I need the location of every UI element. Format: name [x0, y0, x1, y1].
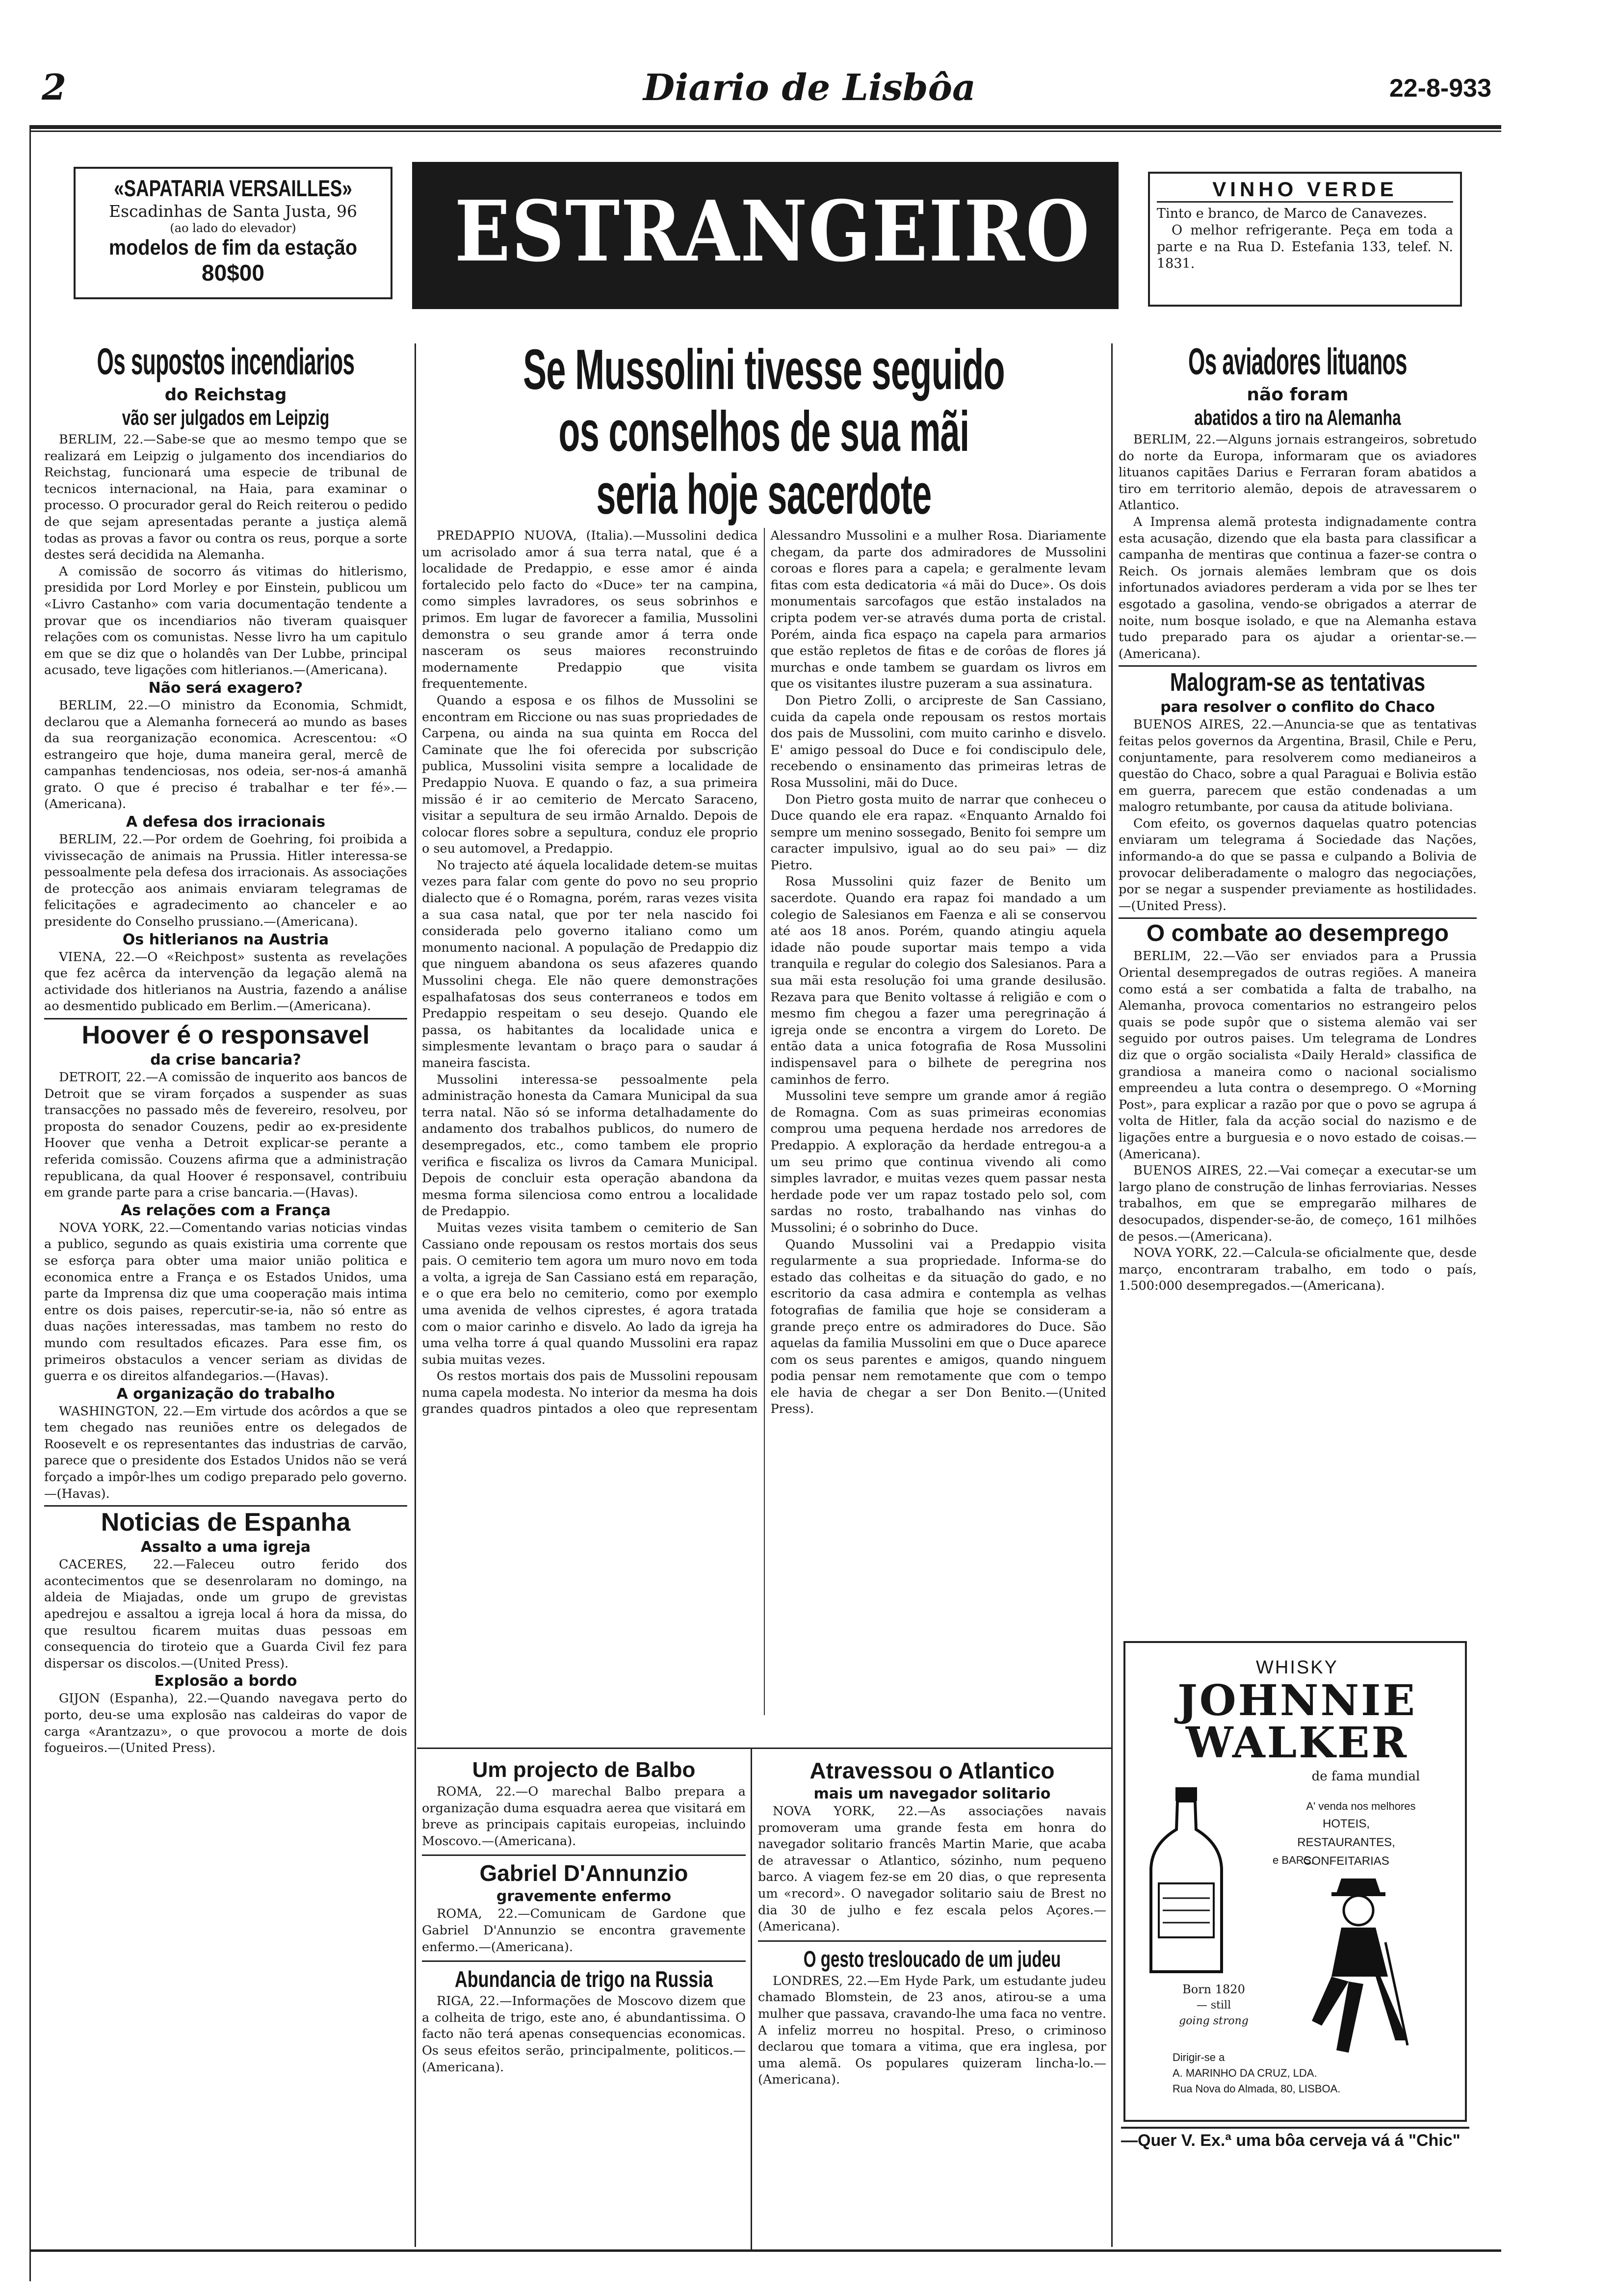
column-rule-2: [1111, 343, 1113, 2247]
mussolini-paragraph: Rosa Mussolini quiz fazer de Benito um sacerdote. Quando era rapaz foi mandado a um colegio de Salesianos em Faenza e ali se conservou até aos 18 anos. Porém, quando atingiu aquela idade não poude suportar mais tempo a vida tranquila e regular do colegio dos Salesianos. Para a sua mãi esta resolução foi uma grande desilusão. Rezava para que Benito voltasse á religião e com o mesmo fim chegou a fazer uma peregrinação á igreja onde se encontra a virgem do Loreto. De então data a unica fotografia de Rosa Mussolini indispensavel para o bilhete de peregrina nos caminhos de ferro.: [770, 874, 1106, 1087]
atlantico-headline: Atravessou o Atlantico: [809, 1758, 1055, 1783]
vinho-title: VINHO VERDE: [1157, 178, 1453, 203]
judeu-text: LONDRES, 22.—Em Hyde Park, um estudante judeu chamado Blomstein, de 23 anos, atirou-se a uma mulher que passava, cravando-lhe uma faca no ventre. A infeliz morreu no hospital. Preso, o criminoso declarou que tomara a vitima, que era inglesa, por uma alemã. Os populares quizeram lincha-lo.—(Americana).: [758, 1973, 1106, 2087]
exagero-title: Não será exagero?: [148, 679, 303, 697]
sapataria-tagline: modelos de fim da estação: [108, 235, 358, 260]
masthead: [0, 0, 1617, 123]
mussolini-headline-2: os conselhos de sua mãi: [558, 399, 969, 463]
vinho-line1: Tinto e branco, de Marco de Canavezes.: [1157, 206, 1427, 221]
trabalho-text: WASHINGTON, 22.—Em virtude dos acôrdos a que se tem chegado nas reuniões entre os delegados de Roosevelt e os representantes das industrias de carvão, parece que o presidente dos Estados Unidos não se verá forçado a impôr-lhes um codigo preparado pelo governo.—(Havas).: [44, 1404, 407, 1501]
mussolini-paragraph: Mussolini interessa-se pessoalmente pela administração honesta da Camara Municipal da sua terra natal. Não só se informa detalhadamente do andamento dos trabalhos publicos, do numero de desempregados, etc., como tambem ele proprio verifica e fiscaliza os livros da Camara Municipal. Depois de concluir esta operação abandona da mesma forma silenciosa como entrou a localidade de Predappio.: [422, 1072, 758, 1219]
dannunzio-text: ROMA, 22.—Comunicam de Gardone que Gabriel D'Annunzio se encontra gravemente enfermo.—(Americana).: [422, 1906, 746, 1955]
dannunzio-subhead: gravemente enfermo: [496, 1888, 672, 1905]
sapataria-price: 80$00: [202, 260, 264, 286]
desemprego-headline: O combate ao desemprego: [1146, 920, 1449, 947]
whisky-sale-2: HOTEIS, RESTAURANTES, CONFEITARIAS: [1297, 1817, 1395, 1868]
hoover-p1: DETROIT, 22.—A comissão de inquerito aos bancos de Detroit que se viram forçados a suspender as suas transacções no passado mês de fevereiro, resolveu, por proposta do senador Couzens, pedir ao ex-presidente Hoover que venha a Detroit explicar-se perante a referida comissão. Couzens afirma que a administração republicana, da qual Hoover é responsavel, contribuiu em grande parte para a crise bancaria.—(Havas).: [44, 1070, 407, 1200]
mussolini-paragraph: Don Pietro Zolli, o arcipreste de San Cassiano, cuida da capela onde repousam os restos mortais dos pais de Mussolini, com muito carinho e disvelo. E' amigo pessoal do Duce e foi condiscipulo dele, recebendo o ensinamento das primeiras letras de Rosa Mussolini, mãi do Duce.: [770, 693, 1106, 790]
desemprego-p1: BERLIM, 22.—Vão ser enviados para a Prussia Oriental desempregados de outras regiões. A maneira como está a ser combatida a falta de trabalho, na Alemanha, provoca comentarios no estrangeiro pelos quais se pode supôr que o sistema alemão vai ser seguido por outros paises. Um telegrama de Londres diz que o orgão socialista «Daily Herald» classifica de grandiosa a maneira como o nacional socialismo empreendeu a luta contra o desemprego. O «Morning Post», para explicar a razão por que o povo se agrupa á volta de Hitler, fala da acção social do nazismo e de ligações entre a burguesia e o novo estado de coisas.—(Americana).: [1119, 949, 1477, 1162]
russia-text: RIGA, 22.—Informações de Moscovo dizem que a colheita de trigo, este ano, é abundantissima. O facto não terá apenas consequencias economicas. Os seus efeitos serão, principalmente, politicos.—(Americana).: [422, 1994, 746, 2075]
incendiarios-subhead-2: vão ser julgados em Leipzig: [122, 406, 330, 430]
whisky-fame: de fama mundial: [1311, 1769, 1420, 1784]
chaco-p1: BUENOS AIRES, 22.—Anuncia-se que as tentativas feitas pelos governos da Argentina, Brasil, Chile e Peru, conjuntamente, para resolverem como medianeiros a questão do Chaco, sobre a qual Paraguai e Bolivia estão em guerra, parecem que estão condenadas a um malogro retumbante, por causa da atitude boliviana.: [1119, 717, 1477, 815]
sapataria-address: Escadinhas de Santa Justa, 96: [109, 202, 357, 221]
trabalho-title: A organização do trabalho: [116, 1385, 335, 1403]
masthead-rule: [29, 125, 1501, 129]
mussolini-body: [422, 528, 1106, 1715]
sapataria-ad: [74, 167, 392, 299]
left-border: [29, 125, 31, 2281]
exagero-text: BERLIM, 22.—O ministro da Economia, Schmidt, declarou que a Alemanha fornecerá ao mundo as bases da sua reorganização economica. Acrescentou: «O estrangeiro que hoje, duma maneira geral, mercê de campanhas tendenciosas, nos odeia, ser-nos-á amanhã grato. O que é preciso é trabalhar e ter fé».—(Americana).: [44, 698, 407, 812]
defesa-title: A defesa dos irracionais: [126, 813, 326, 831]
whisky-ad: [1123, 1641, 1467, 2122]
mussolini-paragraph: PREDAPPIO NUOVA, (Italia).—Mussolini dedica um acrisolado amor á sua terra natal, que é a localidade de Predappio, e esse amor é ainda fortalecido pelo facto do «Duce» ter na campina, como simples lavradores, os seus sobrinhos e primos. Em lugar de favorecer a familia, Mussolini demonstra o seu grande amor á terra onde nasceram os seus maiores reconstruindo modernamente Predappio que visita frequentemente.: [422, 528, 758, 692]
whisky-sale-3: e BARS.: [1273, 1854, 1314, 1866]
incendiarios-subhead-1: do Reichstag: [164, 385, 287, 405]
desemprego-p2: BUENOS AIRES, 22.—Vai começar a executar-se um largo plano de construção de linhas ferroviarias. Nesses trabalhos, em que se empregarão milhares de desocupados, dispender-se-ão, de começo, 161 milhões de pesos.—(Americana).: [1119, 1163, 1477, 1244]
judeu-headline: O gesto tresloucado de um judeu: [803, 1946, 1061, 1972]
hoover-subhead: da crise bancaria?: [150, 1051, 301, 1069]
austria-title: Os hitlerianos na Austria: [122, 931, 329, 948]
whisky-bottle-icon: [1137, 1785, 1235, 1977]
lituanos-subhead-2: abatidos a tiro na Alemanha: [1194, 406, 1401, 430]
column-rule-3: [751, 1749, 752, 2249]
column-rule-1: [415, 343, 416, 2247]
whisky-brand-2: WALKER: [1185, 1718, 1409, 1768]
whisky-company: A. MARINHO DA CRUZ, LDA.: [1173, 2067, 1317, 2079]
franca-title: As relações com a França: [120, 1201, 331, 1219]
lituanos-p1: BERLIM, 22.—Alguns jornais estrangeiros, sobretudo do norte da Europa, informaram que os aviadores lituanos capitães Darius e Ferraran foram abatidos a tiro em territorio alemão, depois de atravessarem o Atlantico.: [1119, 432, 1477, 513]
mussolini-paragraph: Os restos mortais dos pais de Mussolini repousam numa capela modesta. No interior da mesma ha dois grandes quadros pintados a oleo que representam Alessandro Mussolini e a mulher Rosa. Diariamente chegam, da parte dos admiradores de Mussolini coroas e flores para a capela; e geralmente levam fitas com esta dedicatoria «á mãi do Duce». Os dois monumentais sarcofagos que estão instalados na cripta podem ver-se através duma porta de cristal. Porém, ainda fica espaço na capela para armarios que estão repletos de fitas e de corôas de flores já murchas e onde tambem se guardam os livros em que os visitantes ilustre puzeram a sua assinatura.: [422, 528, 1106, 1417]
mussolini-paragraph: Quando Mussolini vai a Predappio visita regularmente a sua propriedade. Informa-se do estado das colheitas e da situação do gado, e no escritorio da casa admira e contempla as velhas fotografias de familia que hoje se consideram a grande preço entre os admiradores do Duce. São aquelas da familia Mussolini em que o Duce aparece com os seus parentes e amigos, quando ninguem podia pensar nem remotamente que com o tempo ele havia de chegar a ser Don Benito.—(United Press).: [770, 1237, 1106, 1417]
defesa-text: BERLIM, 22.—Por ordem de Goehring, foi proibida a vivissecação de animais na Prussia. Hitler interessa-se pessoalmente pela defesa dos irracionais. As associações de protecção aos animais enviaram telegramas de felicitações e agradecimento ao chanceler e ao presidente do Conselho prussiano.—(Americana).: [44, 832, 407, 930]
whisky-going: going strong: [1179, 2015, 1249, 2027]
mussolini-paragraph: Don Pietro gosta muito de narrar que conheceu o Duce quando ele era rapaz. «Enquanto Arnaldo foi sempre um menino sossegado, Benito foi sempre um caracter impulsivo, igual ao do seu pai» — diz Pietro.: [770, 792, 1106, 873]
whisky-still: — still: [1196, 1999, 1231, 2011]
center-right-bottom: [758, 1756, 1106, 2247]
chaco-subhead: para resolver o conflito do Chaco: [1160, 699, 1435, 716]
mussolini-paragraph: Quando a esposa e os filhos de Mussolini se encontram em Riccione ou nas suas propriedades de Carpena, ou ainda na sua quinta em Rocca del Caminate que lhe foi oferecida por subscrição publica, Mussolini visita sempre a localidade de Predappio Nuova. E quando o faz, a sua primeira missão é ir ao cemiterio de Mercato Saraceno, visitar a sepultura de seu irmão Arnaldo. Depois de colocar flores sobre a sepultura, conduz ele proprio o seu automovel, a Predappio.: [422, 693, 758, 857]
mussolini-paragraph: Mussolini teve sempre um grande amor á região de Romagna. Com as suas primeiras economias comprou uma pequena herdade nos arredores de Predappio. A exploração da herdade entregou-a a um seu primo que continua vivendo ali como simples lavrador, e muitas vezes quem passar nesta herdade pode ver um rapaz tostado pelo sol, com sardas no rosto, trabalhando nas vinhas do Mussolini; é o sobrinho do Duce.: [770, 1089, 1106, 1235]
left-column: [44, 339, 407, 2252]
chaco-p2: Com efeito, os governos daquelas quatro potencias enviaram um telegrama á Sociedade das Nações, informando-a do que se passa e culpando a Bolivia de provocar deliberadamente o malogro das negociações, por se negar a suspender previamente as hostilidades.—(United Press).: [1119, 816, 1477, 913]
whisky-address: Rua Nova do Almada, 80, LISBOA.: [1173, 2083, 1341, 2095]
lituanos-p2: A Imprensa alemã protesta indignadamente contra esta acusação, dizendo que ela basta para classificar a campanha de mentiras que continua a fazer-se contra o Reich. Os jornais alemães lembram que os dois infortunados aviadores perderam a vida por se lhes ter esgotado a gasolina, vendo-se obrigados a aterrar de noite, num bosque isolado, e que na Alemanha estava tudo preparado para os ajudar a orientar-se.—(Americana).: [1119, 514, 1477, 661]
issue-date: 22-8-933: [1389, 74, 1491, 103]
vinho-line2: O melhor refrigerante. Peça em toda a parte e na Rua D. Estefania 133, telef. N. 1831.: [1157, 223, 1453, 271]
franca-text: NOVA YORK, 22.—Comentando varias noticias vindas a publico, segundo as quais existiria uma corrente que se esforça para obter uma maior união politica e economica entre a França e os Estados Unidos, uma parte da Imprensa diz que uma cooperação mais intima entre os dois paises, repercutir-se-ia, não só entre as duas nações interessadas, mas tambem no resto do mundo com resultados eficazes. Para esse fim, os primeiros obstaculos a vencer seriam as dividas de guerra e os direitos alfandegarios.—(Havas).: [44, 1220, 407, 1384]
espanha-sub2: Explosão a bordo: [154, 1672, 297, 1690]
page-number: 2: [42, 66, 67, 108]
mussolini-article: [422, 339, 1106, 1747]
mussolini-headline-3: seria hoje sacerdote: [596, 462, 932, 526]
mussolini-paragraph: No trajecto até áquela localidade detem-se muitas vezes para falar com gente do povo no seu proprio dialecto que é o Romagna, porém, raras vezes visita a sua casa natal, que por ter nela nascido foi considerada pelo governo italiano como um monumento nacional. A população de Predappio diz que ninguem abandona os seus afazeres quando Mussolini chega. Ele não quere demonstrações espalhafatosas dos seus conterraneos e todos em Predappio respeitam o seu desejo. Quando ele passa, os habitantes da localidade unica e simplesmente levantam o braço para o saudar á maneira fascista.: [422, 858, 758, 1070]
atlantico-text: NOVA YORK, 22.—As associações navais promoveram uma grande festa em honra do navegador solitario francês Martin Marie, que acaba de atravessar o Atlantico, sózinho, num pequeno barco. A viagem fez-se em 20 dias, o que representa um «record». O navegador solitario saiu de Brest no dia 30 de julho e fez escala pelos Açores.—(Americana).: [758, 1804, 1106, 1934]
russia-headline: Abundancia de trigo na Russia: [454, 1966, 713, 1992]
mussolini-paragraph: Muitas vezes visita tambem o cemiterio de San Cassiano onde repousam os restos mortais dos seus pais. O cemiterio tem agora um muro novo em toda a volta, a igreja de San Cassiano está em reparação, e o que era belo no cemiterio, como por exemplo uma avenida de velhos ciprestes, é agora tratada com o maior carinho e disvelo. Ao lado da igreja ha uma velha torre á qual quando Mussolini era rapaz subia muitas vezes.: [422, 1220, 758, 1367]
incendiarios-p2: A comissão de socorro ás vitimas do hitlerismo, presidida por Lord Morley e por Einstein, publicou um «Livro Castanho» com varia documentação tendente a provar que os incendiarios não tiveram quaisquer relações com os comunistas. Nesse livro ha um capitulo em que se diz que o holandês van Der Lubbe, principal acusado, teve ligações com hitlerianos.—(Americana).: [44, 564, 407, 678]
right-column: [1119, 339, 1477, 1634]
atlantico-subhead: mais um navegador solitario: [813, 1785, 1051, 1802]
whisky-born: Born 1820: [1182, 1983, 1245, 1996]
section-banner: [412, 162, 1119, 309]
espanha-p2: GIJON (Espanha), 22.—Quando navegava perto do porto, deu-se uma explosão nas caldeiras do vapor de carga «Arantzazu», o que provocou a morte de dois fogueiros.—(United Press).: [44, 1691, 407, 1756]
vinho-ad: [1148, 172, 1462, 307]
striding-man-icon: [1302, 1874, 1415, 2060]
espanha-p1: CACERES, 22.—Faleceu outro ferido dos acontecimentos que se desenrolaram no domingo, na aldeia de Miajadas, onde um grupo de grevistas apedrejou e assaltou a igreja local á hora da missa, do que resultou ficarem muitas duas pessoas em consequencia do tiroteio que a Guarda Civil fez para dispersar os discolos.—(United Press).: [44, 1557, 407, 1671]
sapataria-name: «SAPATARIA VERSAILLES»: [114, 175, 352, 201]
sapataria-note: (ao lado do elevador): [170, 221, 296, 235]
lituanos-subhead-1: não foram: [1247, 385, 1349, 405]
espanha-headline: Noticias de Espanha: [101, 1508, 351, 1537]
chic-ad: —Quer V. Ex.ª uma bôa cerveja vá á "Chic": [1121, 2127, 1469, 2150]
mussolini-bottom-rule: [417, 1748, 1111, 1749]
balbo-headline: Um projecto de Balbo: [472, 1758, 696, 1782]
mussolini-headline-1: Se Mussolini tivesse seguido: [523, 339, 1005, 401]
whisky-label: WHISKY: [1256, 1657, 1338, 1678]
section-title: ESTRANGEIRO: [454, 183, 1091, 281]
hoover-headline: Hoover é o responsavel: [81, 1021, 370, 1049]
desemprego-p3: NOVA YORK, 22.—Calcula-se oficialmente que, desde março, encontraram trabalho, em todo o país, 1.500:000 desempregados.—(Americana).: [1119, 1246, 1477, 1294]
lituanos-headline: Os aviadores lituanos: [1188, 341, 1407, 383]
center-left-bottom: [422, 1756, 746, 2247]
masthead-rule-thin: [29, 130, 1501, 132]
incendiarios-headline: Os supostos incendiarios: [97, 341, 355, 383]
newspaper-title: Diario de Lisbôa: [643, 67, 976, 109]
whisky-dirigir: Dirigir-se a: [1173, 2051, 1225, 2063]
incendiarios-p1: BERLIM, 22.—Sabe-se que ao mesmo tempo que se realizará em Leipzig o julgamento dos incendiarios do Reichstag, funcionará uma especie de tribunal de tecnicos internacional, na Haia, para examinar o processo. O procurador geral do Reich reiterou o pedido de que sejam apresentadas perante a justiça alemã todas as provas a favor ou contra os reus, porque a sorte destes será decidida na Alemanha.: [44, 432, 407, 563]
espanha-sub1: Assalto a uma igreja: [140, 1539, 311, 1556]
whisky-brand-1: JOHNNIE: [1177, 1676, 1417, 1725]
footer-rule: [29, 2249, 1501, 2252]
austria-text: VIENA, 22.—O «Reichpost» sustenta as revelações que fez acêrca da intervenção da legação alemã na actividade dos hitlerianos na Austria, fazendo a análise ao desmentido publicado em Berlim.—(Americana).: [44, 949, 407, 1014]
whisky-sale-1: A' venda nos melhores: [1306, 1800, 1416, 1812]
dannunzio-headline: Gabriel D'Annunzio: [479, 1860, 688, 1886]
balbo-text: ROMA, 22.—O marechal Balbo prepara a organização duma esquadra aerea que visitará em breve as principais capitais europeias, incluindo Moscovo.—(Americana).: [422, 1784, 746, 1849]
chaco-headline: Malogram-se as tentativas: [1170, 668, 1426, 697]
